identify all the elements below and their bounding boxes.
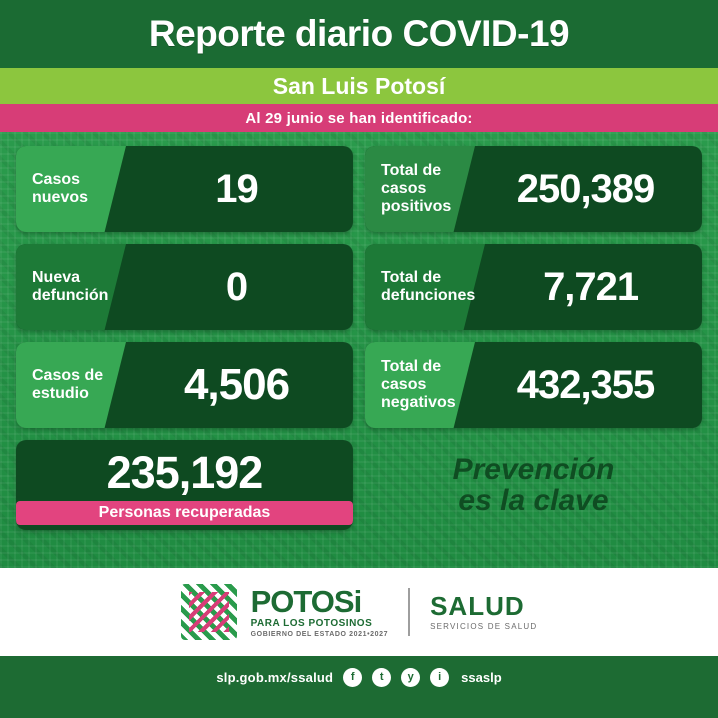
state-name: San Luis Potosí: [272, 72, 446, 99]
logo-subtitle-2: GOBIERNO DEL ESTADO 2021•2027: [250, 631, 389, 638]
instagram-icon[interactable]: i: [430, 668, 449, 687]
potosi-emblem-icon: [181, 584, 237, 640]
stat-value-casos-nuevos: 19: [215, 166, 258, 211]
footer-logos: [0, 568, 718, 656]
stat-card-casos-nuevos: [16, 146, 353, 232]
stat-label-line1: Total de: [381, 358, 442, 376]
poster-header: [0, 0, 718, 68]
stat-label-line3: positivos: [381, 197, 452, 215]
footer-bar: [0, 656, 718, 698]
stat-card-nueva-defuncion: [16, 244, 353, 330]
salud-subtitle: SERVICIOS DE SALUD: [430, 622, 538, 631]
salud-title: SALUD: [430, 591, 525, 621]
logo-subtitle-1: PARA LOS POTOSINOS: [250, 618, 373, 629]
stat-value-nueva-defuncion: 0: [225, 264, 248, 309]
logo-name: POTOSi: [250, 584, 362, 619]
poster-subheader: [0, 68, 718, 104]
recovered-label: Personas recuperadas: [16, 501, 353, 525]
stat-card-total-positivos: [365, 146, 702, 232]
recovered-value: 235,192: [106, 446, 263, 498]
recovered-card: [16, 440, 353, 530]
stat-label: [381, 162, 451, 216]
dateline-bar: [0, 104, 718, 132]
stat-label-line1: Nueva: [32, 269, 81, 287]
page-title: Reporte diario COVID-19: [148, 13, 570, 54]
report-dateline: Al 29 junio se han identificado:: [245, 109, 473, 127]
stat-label-line1: Casos: [32, 171, 81, 189]
stat-value-casos-estudio: 4,506: [183, 360, 290, 409]
stat-label-line2: defunciones: [381, 287, 476, 304]
stat-card-casos-estudio: [16, 342, 353, 428]
stat-value-total-positivos: 250,389: [516, 166, 655, 211]
stat-label-line1: Total de: [381, 162, 442, 180]
stat-label: [381, 358, 456, 412]
stat-value-total-negativos: 432,355: [516, 362, 655, 407]
stat-value-total-defunciones: 7,721: [543, 264, 639, 309]
stat-label: [32, 269, 108, 305]
stat-card-total-defunciones: [365, 244, 702, 330]
stats-body: [0, 132, 718, 568]
twitter-icon[interactable]: t: [372, 668, 391, 687]
stat-label-wrap: [365, 342, 475, 428]
stat-label-wrap: [365, 244, 485, 330]
stat-label-wrap: [16, 342, 126, 428]
stat-label: [381, 269, 475, 305]
stat-label-line1: Casos de: [32, 367, 104, 385]
stat-label-wrap: [16, 244, 126, 330]
stats-grid: [16, 146, 702, 428]
salud-wordmark: [430, 593, 537, 631]
stat-label-line2: defunción: [32, 287, 109, 304]
youtube-icon[interactable]: y: [401, 668, 420, 687]
stat-label-line2: casos: [381, 376, 427, 394]
stat-label: [32, 171, 88, 207]
slogan: [365, 440, 702, 530]
stat-label: [32, 367, 103, 403]
footer-divider: [408, 588, 410, 636]
social-handle: ssaslp: [461, 669, 502, 685]
stat-label-line2: casos: [381, 180, 427, 198]
facebook-icon[interactable]: f: [343, 668, 362, 687]
stat-label-wrap: [365, 146, 475, 232]
stat-card-total-negativos: [365, 342, 702, 428]
slogan-line1: Prevención: [452, 452, 615, 486]
stat-label-line2: estudio: [32, 385, 89, 402]
slogan-line2: es la clave: [458, 484, 609, 517]
website-url[interactable]: slp.gob.mx/ssalud: [216, 669, 334, 685]
stat-label-wrap: [16, 146, 126, 232]
bottom-row: [16, 440, 702, 530]
stat-label-line3: negativos: [381, 393, 456, 411]
stat-label-line2: nuevos: [32, 189, 89, 206]
stat-label-line1: Total de: [381, 269, 442, 287]
potosi-wordmark: [251, 586, 388, 638]
